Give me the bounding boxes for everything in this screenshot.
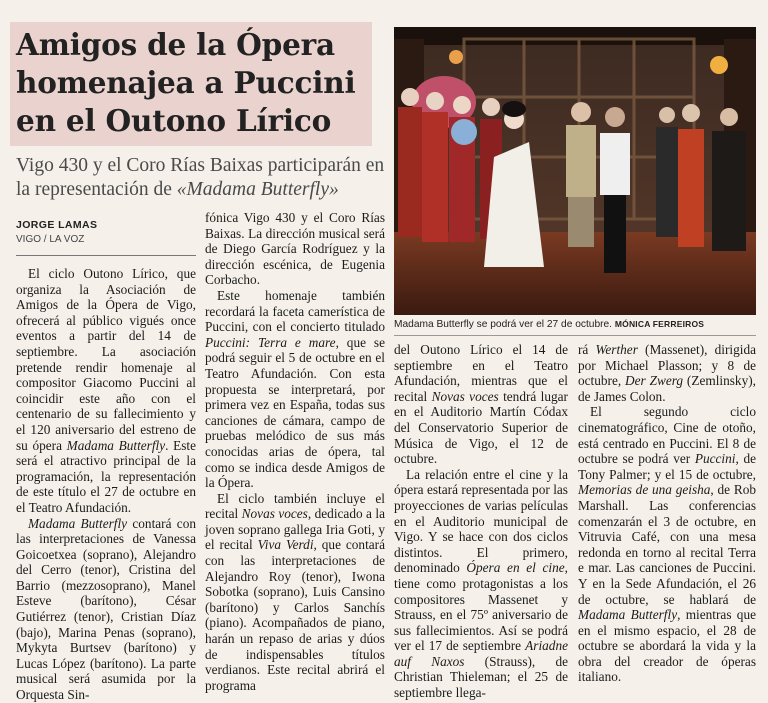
italic-title: Ópera en el cine	[466, 560, 565, 576]
paragraph-text: rá	[578, 342, 596, 357]
article-column-2	[205, 210, 385, 693]
italic-title: Puccini	[694, 451, 736, 467]
italic-title: Memorias de una geisha	[578, 482, 711, 498]
author-name: JORGE LAMAS	[16, 219, 98, 231]
paragraph-text: contará con las interpretaciones de Vanessa Goicoetxea (soprano), Alejandro del Cerro (tenor), Cristina del Barrio (mezzosoprano), Manel Esteve (barítono), César Gutiérrez (tenor), Cristian Díaz (bajo), Marina Penas (soprano), Mykyta Burtsev (barítono) y Lucas López (barítono). La parte musical será asumida por la Orquesta Sin-	[16, 515, 196, 703]
paragraph-text: fónica Vigo 430 y el Coro Rías Baixas. La dirección musical será de Diego García Rodríguez y la dirección escénica, de Eugenia Corbacho.	[205, 210, 385, 288]
italic-title: Madama Butterfly	[578, 607, 678, 623]
article-paragraph	[16, 266, 196, 516]
paragraph-text: (Massenet), dirigida por Michael Plasson; y 8 de octubre,	[578, 342, 756, 389]
paragraph-text: Este homenaje también recordará la faceta camerística de Puccini, con el concierto titulado	[205, 287, 385, 335]
article-column-1	[16, 266, 196, 703]
paragraph-text: (Zemlinsky), de James Colon.	[578, 373, 756, 404]
paragraph-text: La relación entre el cine y la ópera estará representada por las proyecciones de varias películas en el Auditorio municipal de Vigo. Y se hace con dos ciclos distintos. El primero, denominado	[394, 466, 568, 576]
subhead-title: «Madama Butterfly»	[176, 179, 339, 200]
paragraph-text: , tiene como protagonistas a los compositores Massenet y Strauss, en el 75º aniversario de sus fallecimientos. Así se podrá ver el 17 de septiembre	[394, 560, 568, 654]
paragraph-text: El ciclo también incluye el recital	[205, 490, 385, 522]
paragraph-text: El ciclo Outono Lírico, que organiza la Asociación de Amigos de la Ópera de Vigo, ofrecerá al público vigués once eventos a partir del 14 de septiembre. La asociación pretende rendir homenaje al compositor Giacomo Puccini al coincidir este año con el centenario de su fallecimiento y el 120 aniversario del estreno de su ópera	[16, 266, 196, 453]
caption-text: Madama Butterfly se podrá ver el 27 de octubre.	[394, 319, 613, 330]
paragraph-text: , de Rob Marshall. Las conferencias comenzarán el 3 de octubre, en Vitruvia Café, con una mesa redonda en torno al recital Terra e mar. Las canciones de Puccini. Y en la Sede Afundación, el 26 de octubre, se hablará de	[578, 482, 756, 607]
italic-title: Werther	[595, 342, 638, 357]
article-paragraph	[394, 342, 568, 467]
italic-title: Madama Butterfly	[27, 515, 128, 531]
photo-credit: MÓNICA FERREIROS	[614, 319, 705, 329]
article-paragraph	[578, 342, 756, 404]
italic-title: Viva Verdi	[257, 537, 314, 553]
caption-divider	[394, 335, 756, 336]
article-column-4	[578, 342, 756, 685]
italic-title: Novas voces	[241, 506, 308, 522]
article-paragraph	[205, 210, 385, 288]
italic-title: Novas voces	[431, 388, 499, 404]
paragraph-text: (Strauss), de Christian Thieleman; el 25 de septiembre llega-	[394, 653, 569, 701]
paragraph-text: del Outono Lírico el 14 de septiembre en el Teatro Afundación, mientras que el recital	[394, 342, 568, 404]
opera-stage-illustration	[394, 27, 756, 315]
paragraph-text: , mientras que en el mismo espacio, el 28 de octubre se abordará la vida y la obra del creador de óperas italiano.	[578, 607, 756, 685]
headline: Amigos de la Ópera homenajea a Puccini en el Outono Lírico	[10, 22, 372, 146]
article-paragraph	[578, 404, 756, 685]
paragraph-text: El segundo ciclo cinematográfico, Cine de otoño, está centrado en Puccini. El 8 de octubre se podrá ver	[578, 404, 756, 467]
subheadline	[16, 154, 388, 202]
italic-title: Der Zwerg	[625, 373, 684, 389]
paragraph-text: . Este será el atractivo principal de la programación, la representación de este título el 27 de octubre en el Teatro Afundación.	[16, 437, 197, 515]
paragraph-text: , de Tony Palmer; y el 15 de octubre,	[578, 451, 757, 482]
paragraph-text: , que contará con las interpretaciones de Alejandro Roy (tenor), Iwona Sobotka (soprano), Luis Cansino (barítono) y Carlos Sanchís (piano). Acompañados de piano, harán un repaso de arias y dúos de indispensables títulos verdianos. Este recital abrirá el programa	[205, 537, 386, 693]
article-column-3	[394, 342, 568, 701]
subhead-text: Vigo 430 y el Coro Rías Baixas participarán en la representación de	[16, 155, 385, 200]
paragraph-text: , que se podrá seguir el 5 de octubre en el Teatro Afundación. Con esta propuesta se interpretará, por primera vez en España, todas sus canciones de cámara, campo de pruebas melódico de sus más conocidas arias de ópera, tal como se indica desde Amigos de la Ópera.	[205, 334, 385, 491]
paragraph-text: , dedicado a la joven soprano gallega Iria Goti, y el recital	[205, 506, 385, 553]
article-photo	[394, 27, 756, 315]
article-paragraph	[205, 288, 385, 491]
italic-title: Ariadne auf Naxos	[394, 638, 568, 669]
paragraph-text: tendrá lugar en el Auditorio Martín Códax del Conservatorio Superior de Música de Vigo, el 12 de octubre.	[394, 388, 568, 467]
article-paragraph	[16, 516, 196, 703]
photo-caption	[394, 319, 756, 330]
italic-title: Madama Butterfly	[66, 437, 166, 453]
italic-title: Puccini: Terra e mare	[205, 334, 336, 350]
author-location: VIGO / LA VOZ	[16, 234, 85, 245]
article-paragraph	[394, 467, 568, 701]
byline-divider	[16, 255, 196, 256]
article-paragraph	[205, 491, 385, 694]
